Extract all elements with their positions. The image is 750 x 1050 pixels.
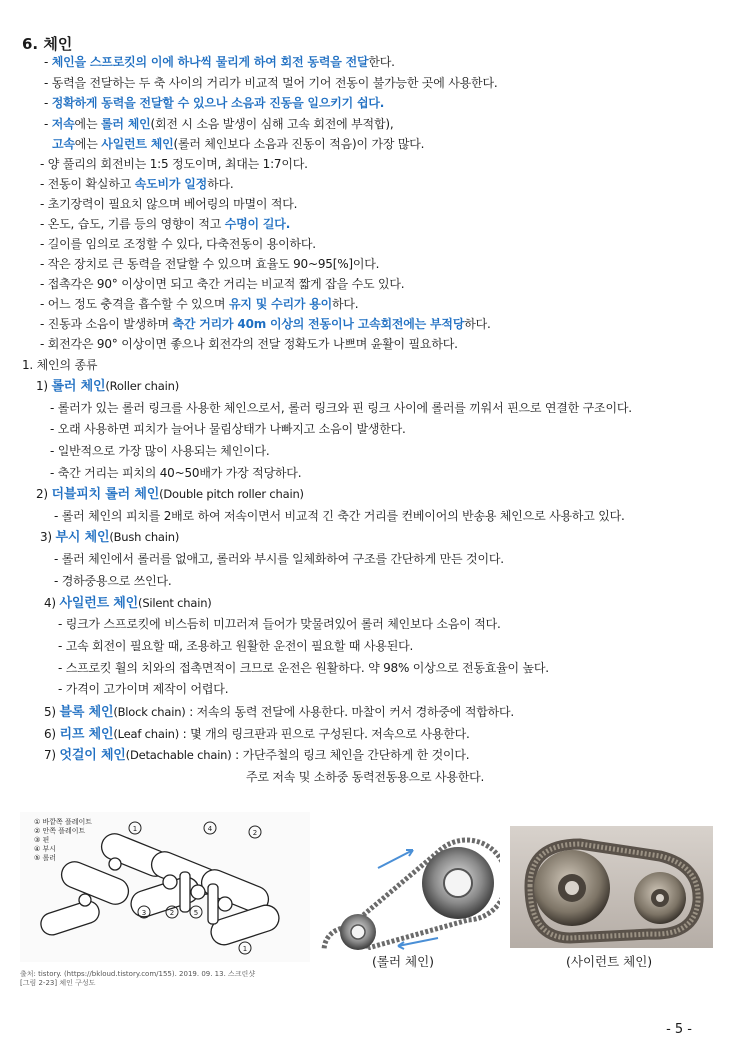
intro-line-14: - 진동과 소음이 발생하며 축간 거리가 40m 이상의 전동이나 고속회전에는 부적당하다. xyxy=(40,317,491,331)
svg-text:5: 5 xyxy=(193,909,199,917)
intro-line-9: - 온도, 습도, 기름 등의 영향이 적고 수명이 길다. xyxy=(40,217,291,231)
intro-line-12: - 접촉각은 90° 이상이면 되고 축간 거리는 비교적 짧게 잡을 수도 있다. xyxy=(40,277,405,291)
roller-desc-4: - 축간 거리는 피치의 40~50배가 가장 적당하다. xyxy=(50,466,302,480)
type-silent-heading: 4) 사일런트 체인(Silent chain) xyxy=(44,596,212,611)
svg-text:2: 2 xyxy=(169,909,175,917)
type-roller-heading: 1) 롤러 체인(Roller chain) xyxy=(36,379,179,394)
silent-desc-2: - 고속 회전이 필요할 때, 조용하고 원활한 운전이 필요할 때 사용된다. xyxy=(58,639,414,653)
chain-structure-figure xyxy=(20,812,310,962)
intro-line-15: - 회전각은 90° 이상이면 좋으나 회전각의 전달 정확도가 나쁘며 윤활이 필요하다. xyxy=(40,337,458,351)
figure-source: 출처: tistory. (https://bkloud.tistory.com/155). 2019. 09. 13. 스크린샷 [그림 2-23] 체인 구성도 xyxy=(20,970,256,987)
intro-line-13: - 어느 정도 충격을 흡수할 수 있으며 유지 및 수리가 용이하다. xyxy=(40,297,359,311)
roller-chain-photo xyxy=(318,828,500,950)
intro-line-6: - 양 풀리의 회전비는 1:5 정도이며, 최대는 1:7이다. xyxy=(40,157,308,171)
svg-text:2: 2 xyxy=(252,829,258,837)
intro-line-2: - 동력을 전달하는 두 축 사이의 거리가 비교적 멀어 기어 전동이 불가능한 곳에 사용한다. xyxy=(44,76,498,90)
type-bush-heading: 3) 부시 체인(Bush chain) xyxy=(40,530,180,545)
silent-desc-1: - 링크가 스프로킷에 비스듬히 미끄러져 들어가 맞물려있어 롤러 체인보다 소음이 적다. xyxy=(58,617,501,631)
silent-desc-3: - 스프로킷 휠의 치와의 접촉면적이 크므로 운전은 원활하다. 약 98% 이상으로 전동효율이 높다. xyxy=(58,661,549,675)
silent-chain-photo xyxy=(510,826,713,948)
intro-line-3: - 정확하게 동력을 전달할 수 있으나 소음과 진동을 일으키기 쉽다. xyxy=(44,96,385,110)
silent-desc-4: - 가격이 고가이며 제작이 어렵다. xyxy=(58,682,229,696)
figure-legend: ① 바깥쪽 플레이트 ② 안쪽 플레이트 ③ 핀 ④ 부시 ⑤ 롤러 xyxy=(34,818,93,862)
roller-chain-caption: (롤러 체인) xyxy=(372,954,435,969)
types-heading: 1. 체인의 종류 xyxy=(22,358,98,372)
highlight-text: 체인을 스프로킷의 이에 하나씩 물리게 하여 회전 동력을 전달 xyxy=(51,55,369,69)
roller-chain-illustration xyxy=(318,828,500,950)
silent-chain-illustration xyxy=(510,826,713,948)
highlight-text: 정확하게 동력을 전달할 수 있으나 소음과 진동을 일으키기 쉽다. xyxy=(51,96,385,110)
intro-line-7: - 전동이 확실하고 속도비가 일정하다. xyxy=(40,177,234,191)
section-title: 6. 체인 xyxy=(22,35,73,53)
intro-line-10: - 길이를 임의로 조정할 수 있다, 다축전동이 용이하다. xyxy=(40,237,316,251)
intro-line-4: - 저속에는 롤러 체인(회전 시 소음 발생이 심해 고속 회전에 부적합), xyxy=(44,117,394,131)
type-double-pitch-heading: 2) 더블피치 롤러 체인(Double pitch roller chain) xyxy=(36,487,304,502)
bush-desc-1: - 롤러 체인에서 롤러를 없애고, 롤러와 부시를 일체화하여 구조를 간단하게 만든 것이다. xyxy=(54,552,504,566)
svg-text:1: 1 xyxy=(132,825,138,833)
type-block-line: 5) 블록 체인(Block chain) : 저속의 동력 전달에 사용한다. 마찰이 커서 경하중에 적합하다. xyxy=(44,705,514,720)
type-detachable-line: 7) 엇걸이 체인(Detachable chain) : 가단주철의 링크 체인을 간단하게 한 것이다. xyxy=(44,748,470,763)
intro-line-1: - 체인을 스프로킷의 이에 하나씩 물리게 하여 회전 동력을 전달한다. xyxy=(44,55,395,69)
roller-desc-3: - 일반적으로 가장 많이 사용되는 체인이다. xyxy=(50,444,270,458)
bush-desc-2: - 경하중용으로 쓰인다. xyxy=(54,574,172,588)
svg-text:1: 1 xyxy=(242,945,248,953)
svg-text:4: 4 xyxy=(207,825,213,833)
double-pitch-desc-1: - 롤러 체인의 피치를 2배로 하여 저속이면서 비교적 긴 축간 거리를 컨베이어의 반송용 체인으로 사용하고 있다. xyxy=(54,509,625,523)
intro-line-5: 고속에는 사일런트 체인(롤러 체인보다 소음과 진동이 적음)이 가장 많다. xyxy=(52,137,425,151)
silent-chain-caption: (사이런트 체인) xyxy=(566,954,653,969)
type-leaf-line: 6) 리프 체인(Leaf chain) : 몇 개의 링크판과 핀으로 구성된다. 저속으로 사용한다. xyxy=(44,727,470,742)
type-detachable-line-2: 주로 저속 및 소하중 동력전동용으로 사용한다. xyxy=(246,770,485,784)
intro-line-11: - 작은 장치로 큰 동력을 전달할 수 있으며 효율도 90~95[%]이다. xyxy=(40,257,380,271)
svg-text:3: 3 xyxy=(141,909,147,917)
intro-line-8: - 초기장력이 필요치 않으며 베어링의 마멸이 적다. xyxy=(40,197,298,211)
roller-desc-2: - 오래 사용하면 피치가 늘어나 물림상태가 나빠지고 소음이 발생한다. xyxy=(50,422,406,436)
roller-desc-1: - 롤러가 있는 롤러 링크를 사용한 체인으로서, 롤러 링크와 핀 링크 사이에 롤러를 끼워서 핀으로 연결한 구조이다. xyxy=(50,401,632,415)
page-number: - 5 - xyxy=(666,1022,692,1037)
